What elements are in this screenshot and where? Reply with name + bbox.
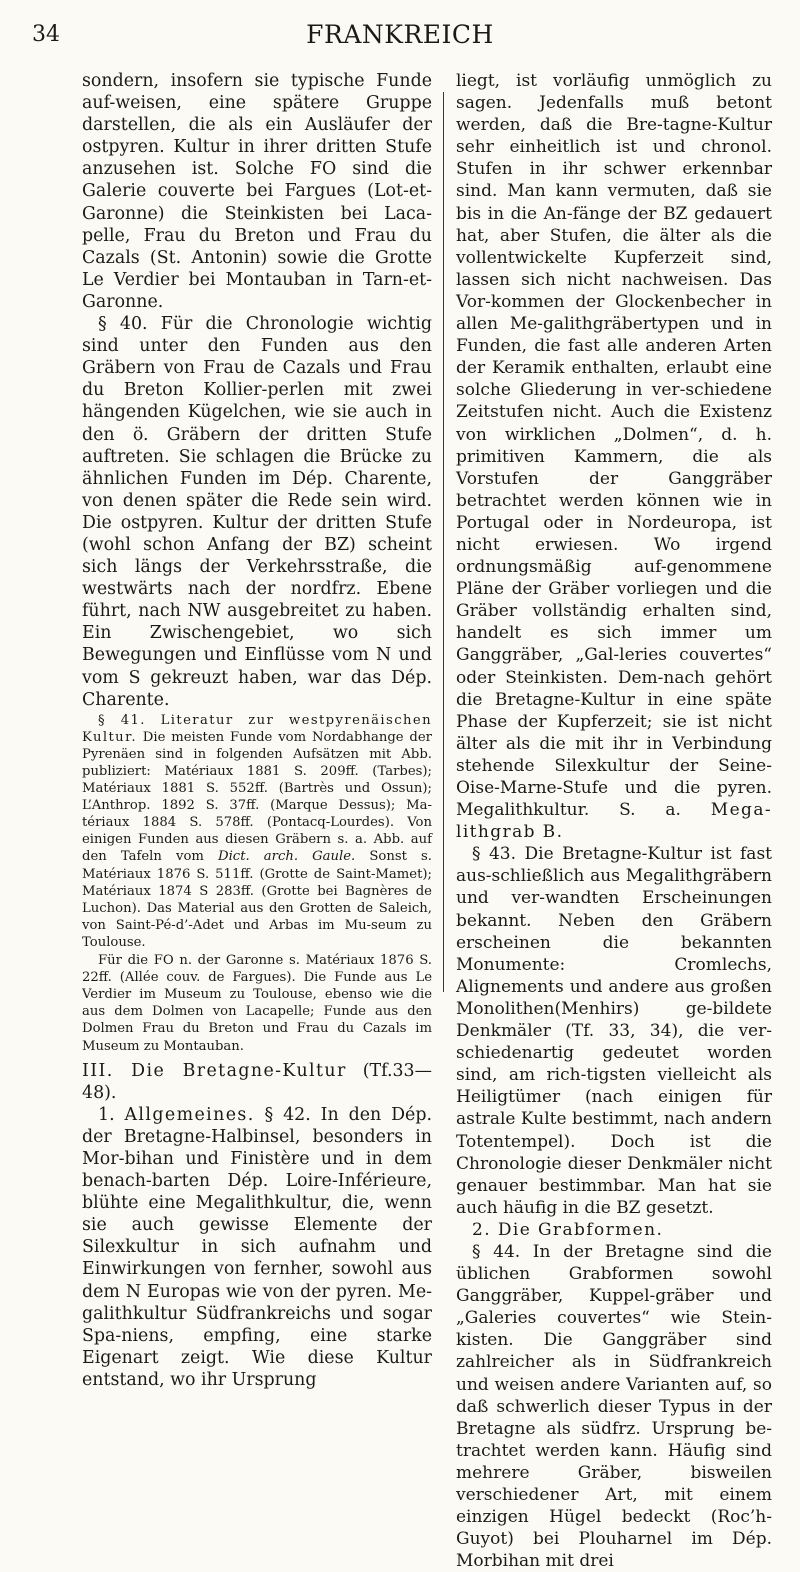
paragraph-continued: [456, 70, 772, 843]
paragraph-44: § 44. In der Bretagne sind die üblichen Grabformen sowohl Ganggräber, Kuppel-gräber und „Galeries couvertes“ wie Stein-kisten. Die Ganggräber sind zahlreicher als in Südfrankreich und weisen andere Varianten auf, so daß schwerlich dieser Typus in der Bretagne als südfrz. Ursprung be-trachtet werden kann. Häufig sind mehrere Gräber, bisweilen verschiedener Art, mit einem einzigen Hügel bedeckt (Roc’h-Guyot) bei Plouharnel im Dép. Morbihan mit drei: [456, 1241, 772, 1572]
section-41-body: Die meisten Funde vom Nordabhange der Pyrenäen sind in folgenden Aufsätzen mit Abb. publiziert: Matériaux 1881 S. 209ff. (Tarbes); Matériaux 1881 S. 552ff. (Bartrès und Ossun); L’Anthrop. 1892 S. 37ff. (Marque Dessus); Ma-tériaux 1884 S. 578ff. (Pontacq-Lourdes). Von einigen Funden aus diesen Gräbern s. a. Abb. auf den Tafeln vom: [82, 729, 432, 865]
paragraph-fo-garonne: Für die FO n. der Garonne s. Matériaux 1876 S. 22ff. (Allée couv. de Fargues). Die Funde aus Le Verdier im Museum zu Toulouse, ebenso wie die aus dem Dolmen von Lacapelle; Funde aus den Dolmen Frau du Breton und Frau du Cazals im Museum zu Montauban.: [82, 953, 432, 1054]
section-41-heading: § 41. Literatur zur westpyrenäischen Kultur.: [82, 712, 432, 745]
subsection-number: 1.: [98, 1104, 115, 1125]
chapter-heading-ref: (Tf.33—48).: [82, 1060, 432, 1103]
chapter-heading: [82, 1060, 432, 1104]
paragraph-41: [82, 712, 432, 951]
paragraph-40: § 40. Für die Chronologie wichtig sind unter den Funden aus den Gräbern von Frau de Cazals und Frau du Breton Kollier-perlen mit zwei hängenden Kügelchen, wie sie auch in den ö. Gräbern der dritten Stufe auftreten. Sie schlagen die Brücke zu ähnlichen Funden im Dép. Charente, von denen später die Rede sein wird. Die ostpyren. Kultur der dritten Stufe (wohl schon Anfang der BZ) scheint sich längs der Verkehrsstraße, die westwärts nach der nordfrz. Ebene führt, nach NW ausgebreitet zu haben. Ein Zwischengebiet, wo sich Bewegungen und Einflüsse vom N und vom S gekreuzt haben, war das Dép. Charente.: [82, 314, 432, 710]
page-number: 34: [32, 22, 60, 47]
paragraph-42-body: § 42. In den Dép. der Bretagne-Halbinsel, besonders in Mor-bihan und Finistère und in dem benach-barten Dép. Loire-Inférieure, blühte eine Megalithkultur, die, wenn sie auch gewisse Elemente der Silexkultur in sich aufnahm und Einwirkungen von fernher, sowohl aus dem N Europas wie von der pyren. Me-galithkultur Südfrankreichs und sogar Spa-niens, empfing, eine starke Eigenart zeigt. Wie diese Kultur entstand, wo ihr Ursprung: [82, 1104, 432, 1390]
paragraph-intro: sondern, insofern sie typische Funde auf-weisen, eine spätere Gruppe darstellen, die als ein Ausläufer der ostpyren. Kultur in ihrer dritten Stufe anzusehen ist. Solche FO sind die Galerie couverte bei Fargues (Lot-et-Garonne) die Steinkisten bei Laca-pelle, Frau du Breton und Frau du Cazals (St. Antonin) sowie die Grotte Le Verdier bei Montauban in Tarn-et-Garonne.: [82, 71, 432, 312]
left-column: [82, 70, 432, 1391]
section-41-citation: Dict. arch. Gaule.: [218, 849, 356, 865]
running-title: FRANKREICH: [306, 20, 494, 49]
subsection-heading-grabformen: 2. Die Grabformen.: [472, 1219, 664, 1240]
chapter-heading-label: III. Die Bretagne-Kultur: [82, 1060, 347, 1081]
section-41-tail: Sonst s. Matériaux 1876 S. 511ff. (Grotte de Saint-Mamet); Matériaux 1874 S 283ff. (Grotte bei Bagnères de Luchon). Das Material aus den Grotten de Saleich, von Saint-Pé-d’-Adet und Arbas im Mu-seum zu Toulouse.: [82, 849, 432, 950]
paragraph-43: § 43. Die Bretagne-Kultur ist fast aus-schließlich aus Megalithgräbern und ver-wandten Erscheinungen bekannt. Neben den Gräbern erscheinen die bekannten Monumente: Cromlechs, Alignements und andere aus großen Monolithen(Menhirs) ge-bildete Denkmäler (Tf. 33, 34), die ver-schiedenartig gedeutet worden sind, am rich-tigsten vielleicht als Heiligtümer (nach einigen für astrale Kulte bestimmt, nach andern Totentempel). Doch ist die Chronologie dieser Denkmäler nicht genauer bestimmbar. Man hat sie auch häufig in die BZ gesetzt.: [456, 844, 772, 1218]
column-divider: [443, 92, 444, 992]
right-column: [456, 70, 772, 1572]
subsection-label: Allgemeines.: [124, 1104, 255, 1125]
paragraph-42: [82, 1104, 432, 1391]
cross-reference: Mega-lithgrab B.: [456, 800, 773, 843]
paragraph-continued-body: liegt, ist vorläufig unmöglich zu sagen. Jedenfalls muß betont werden, daß die Bre-tagne-Kultur sehr einheitlich ist und chronol. Stufen in ihr schwer erkennbar sind. Man kann vermuten, daß sie bis in die An-fänge der BZ gedauert hat, aber Stufen, die älter als die vollentwickelte Kupferzeit sind, lassen sich nicht nachweisen. Das Vor-kommen der Glockenbecher in allen Me-galithgräbertypen und in Funden, die fast alle anderen Arten der Keramik enthalten, erlaubt eine solche Gliederung in ver-schiedene Zeitstufen nicht. Auch die Existenz von wirklichen „Dolmen“, d. h. primitiven Kammern, die als Vorstufen der Ganggräber betrachtet werden können wie in Portugal oder in Nordeuropa, ist nicht erwiesen. Wo irgend ordnungsmäßig auf-genommene Pläne der Gräber vorliegen und die Gräber vollständig erhalten sind, handelt es sich immer um Ganggräber, „Gal-leries couvertes“ oder Steinkisten. Dem-nach gehört die Bretagne-Kultur in eine späte Phase der Kupferzeit; sie ist nicht älter als die mit ihr in Verbindung stehende Silexkultur der Seine-Oise-Marne-Stufe und die pyren. Megalithkultur. S. a.: [456, 71, 772, 821]
